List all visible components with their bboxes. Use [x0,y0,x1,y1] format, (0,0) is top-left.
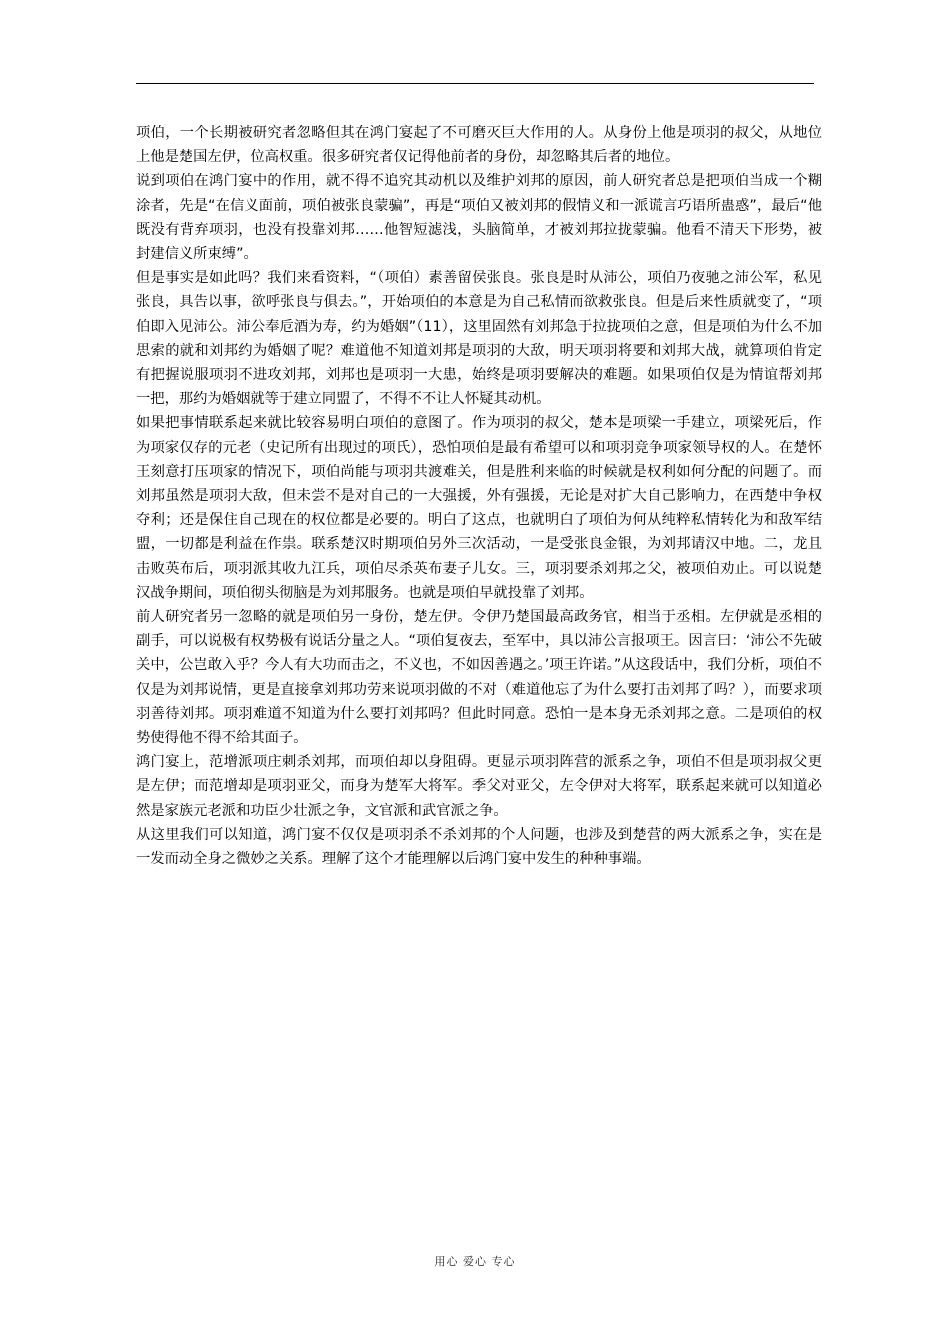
paragraph-3: 但是事实是如此吗？我们来看资料，“（项伯）素善留侯张良。张良是时从沛公，项伯乃夜驰之沛公军，私见张良，具告以事，欲呼张良与俱去。”，开始项伯的本意是为自己私情而欲救张良。但是后来性质就变了，“项伯即入见沛公。沛公奉卮酒为寿，约为婚姻”（11），这里固然有刘邦急于拉拢项伯之意，但是项伯为什么不加思索的就和刘邦约为婚姻了呢？难道他不知道刘邦是项羽的大敌，明天项羽将要和刘邦大战，就算项伯肯定有把握说服项羽不进攻刘邦，刘邦也是项羽一大患，始终是项羽要解决的难题。如果项伯仅是为情谊帮刘邦一把，那约为婚姻就等于建立同盟了，不得不不让人怀疑其动机。 [136,270,822,408]
paragraph-6: 鸿门宴上，范增派项庄刺杀刘邦，而项伯却以身阻碍。更显示项羽阵营的派系之争，项伯不但是项羽叔父更是左伊；而范增却是项羽亚父，而身为楚军大将军。季父对亚父，左令伊对大将军，联系起来就可以知道必然是家族元老派和功臣少壮派之争，文官派和武官派之争。 [136,754,822,819]
paragraph-7: 从这里我们可以知道，鸿门宴不仅仅是项羽杀不杀刘邦的个人问题，也涉及到楚营的两大派系之争，实在是一发而动全身之微妙之关系。理解了这个才能理解以后鸿门宴中发生的种种事端。 [136,826,822,868]
paragraph-1: 项伯，一个长期被研究者忽略但其在鸿门宴起了不可磨灭巨大作用的人。从身份上他是项羽的叔父，从地位上他是楚国左伊，位高权重。很多研究者仅记得他前者的身份，却忽略其后者的地位。 [136,125,822,166]
page-footer: 用心 爱心 专心 [434,1255,516,1268]
paragraph-2: 说到项伯在鸿门宴中的作用，就不得不追究其动机以及维护刘邦的原因，前人研究者总是把项伯当成一个糊涂者，先是“在信义面前，项伯被张良蒙骗”，再是“项伯又被刘邦的假情义和一派谎言巧语所蛊惑”，最后“他既没有背弃项羽，也没有投靠刘邦……他智短滤浅，头脑简单，才被刘邦拉拢蒙骗。他看不清天下形势，被封建信义所束缚”。 [136,173,822,263]
paragraph-4: 如果把事情联系起来就比较容易明白项伯的意图了。作为项羽的叔父，楚本是项梁一手建立，项梁死后，作为项家仅存的元老（史记所有出现过的项氏），恐怕项伯是最有希望可以和项羽竞争项家领导权的人。在楚怀王刻意打压项家的情况下，项伯尚能与项羽共渡难关，但是胜利来临的时候就是权利如何分配的问题了。而刘邦虽然是项羽大敌，但未尝不是对自己的一大强援，外有强援，无论是对扩大自己影响力，在西楚中争权夺利；还是保住自己现在的权位都是必要的。明白了这点，也就明白了项伯为何从纯粹私情转化为和敌军结盟，一切都是利益在作祟。联系楚汉时期项伯另外三次活动，一是受张良金银，为刘邦请汉中地。二，龙且击败英布后，项羽派其收九江兵，项伯尽杀英布妻子儿女。三，项羽要杀刘邦之父，被项伯劝止。可以说楚汉战争期间，项伯彻头彻脑是为刘邦服务。也就是项伯早就投靠了刘邦。 [136,415,822,601]
paragraph-5: 前人研究者另一忽略的就是项伯另一身份，楚左伊。令伊乃楚国最高政务官，相当于丞相。左伊就是丞相的副手，可以说极有权势极有说话分量之人。“项伯复夜去，至军中，具以沛公言报项王。因言曰：‘沛公不先破关中，公岂敢入乎？今人有大功而击之，不义也，不如因善遇之。’项王许诺。”从这段话中，我们分析，项伯不仅是为刘邦说情，更是直接拿刘邦功劳来说项羽做的不对（难道他忘了为什么要打击刘邦了吗？），而要求项羽善待刘邦。项羽难道不知道为什么要打刘邦吗？但此时同意。恐怕一是本身无杀刘邦之意。二是项伯的权势使得他不得不给其面子。 [136,609,822,747]
document-body [136,121,822,871]
header-rule [136,83,814,84]
